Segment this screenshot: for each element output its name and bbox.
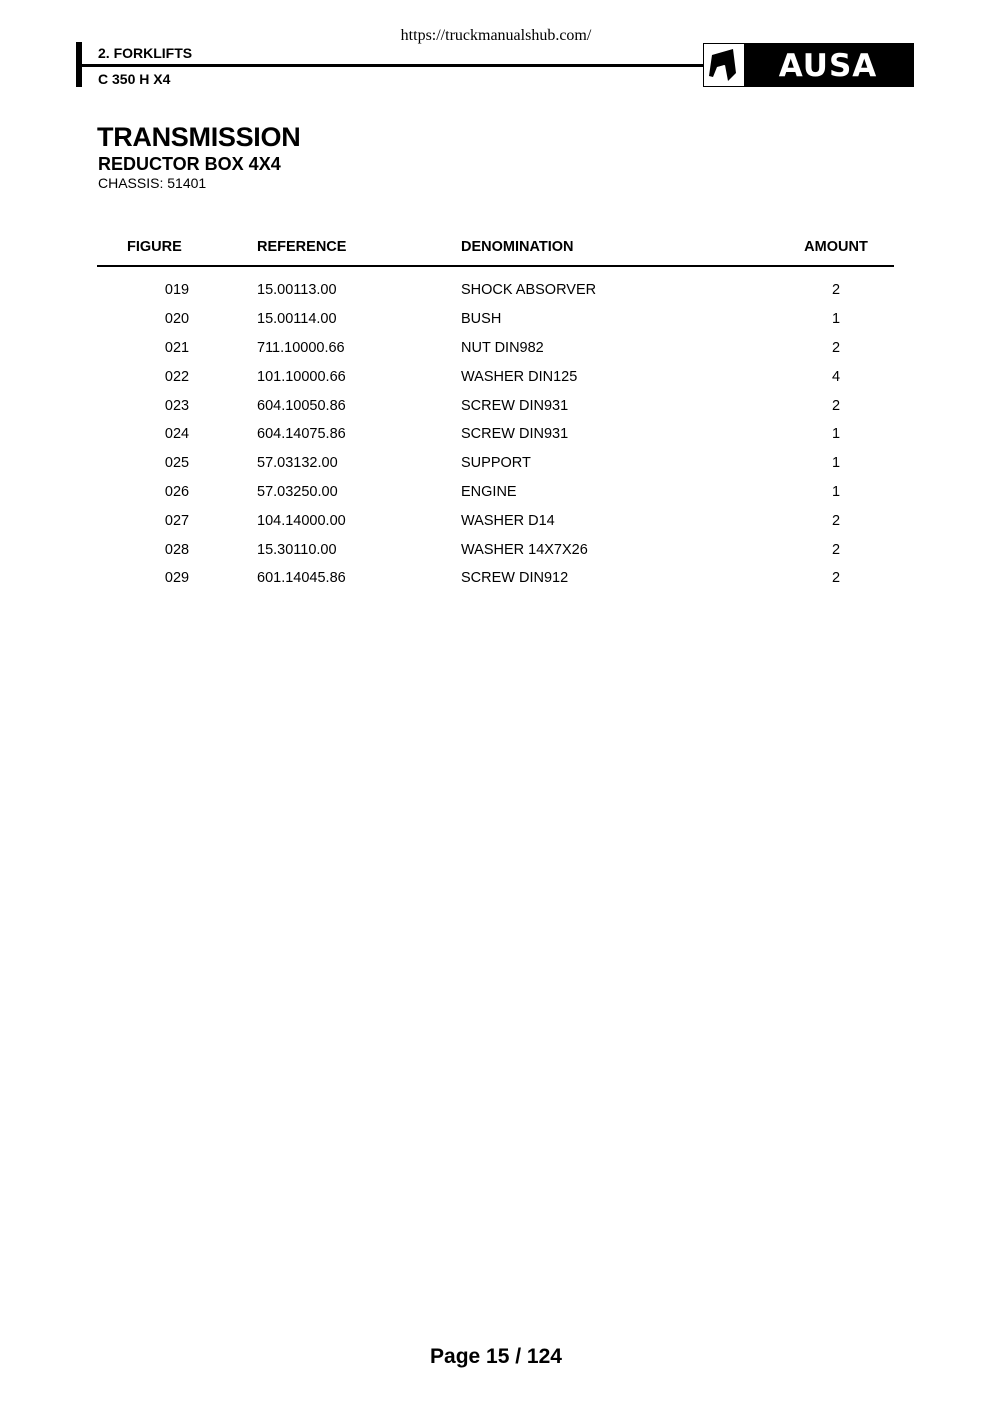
document-subtitle: REDUCTOR BOX 4X4	[98, 154, 281, 174]
cell-figure: 028	[164, 541, 190, 558]
ausa-logo-text: AUSA	[778, 48, 878, 84]
table-row	[97, 564, 894, 593]
cell-denomination: WASHER 14X7X26	[461, 541, 588, 558]
cell-reference: 601.14045.86	[257, 570, 346, 587]
cell-denomination: BUSH	[461, 311, 502, 328]
cell-denomination: SHOCK ABSORVER	[461, 282, 597, 299]
table-header-row	[97, 228, 894, 266]
cell-amount: 2	[831, 512, 841, 529]
cell-amount: 2	[831, 397, 841, 414]
header-divider	[82, 64, 704, 67]
cell-reference: 604.10050.86	[257, 397, 346, 414]
cell-amount: 1	[831, 483, 841, 500]
page-number: Page 15 / 124	[430, 1345, 562, 1368]
ausa-logo	[703, 43, 914, 87]
table-row	[97, 506, 894, 535]
cell-reference: 15.00113.00	[257, 282, 337, 299]
cell-denomination: SCREW DIN931	[461, 426, 569, 443]
table-row	[97, 478, 894, 507]
cell-amount: 4	[831, 368, 841, 385]
cell-figure: 025	[164, 455, 190, 472]
cell-figure: 023	[164, 397, 190, 414]
cell-reference: 101.10000.66	[257, 368, 346, 385]
cell-figure: 024	[164, 426, 190, 443]
table-row	[97, 449, 894, 478]
cell-amount: 1	[831, 455, 841, 472]
table-row	[97, 391, 894, 420]
cell-figure: 027	[164, 512, 190, 529]
cell-figure: 021	[164, 339, 190, 356]
cell-reference: 711.10000.66	[257, 339, 345, 356]
cell-denomination: ENGINE	[461, 483, 517, 500]
cell-figure: 022	[164, 368, 190, 385]
parts-table	[97, 228, 894, 593]
column-header-figure: FIGURE	[97, 228, 257, 266]
cell-amount: 2	[831, 541, 841, 558]
cell-figure: 029	[164, 570, 190, 587]
cell-denomination: WASHER D14	[461, 512, 555, 529]
column-header-reference: REFERENCE	[257, 228, 461, 266]
cell-figure: 019	[164, 282, 190, 299]
cell-reference: 15.00114.00	[257, 311, 337, 328]
cell-denomination: WASHER DIN125	[461, 368, 578, 385]
cell-denomination: SUPPORT	[461, 455, 531, 472]
parts-table-body	[97, 266, 894, 593]
column-header-amount: AMOUNT	[778, 228, 894, 266]
cell-reference: 57.03250.00	[257, 483, 338, 500]
chassis-number: CHASSIS: 51401	[98, 175, 207, 191]
cell-reference: 57.03132.00	[257, 455, 338, 472]
cell-reference: 15.30110.00	[257, 541, 337, 558]
table-row	[97, 266, 894, 305]
cell-reference: 104.14000.00	[257, 512, 346, 529]
source-url[interactable]: https://truckmanualshub.com/	[400, 27, 592, 44]
column-header-denomination: DENOMINATION	[461, 228, 778, 266]
table-row	[97, 420, 894, 449]
cell-figure: 020	[164, 311, 190, 328]
model-label: C 350 H X4	[98, 71, 171, 87]
table-row	[97, 305, 894, 334]
cell-amount: 1	[831, 426, 841, 443]
table-row	[97, 535, 894, 564]
cell-figure: 026	[164, 483, 190, 500]
cell-amount: 2	[831, 339, 841, 356]
cell-amount: 1	[831, 311, 841, 328]
cell-denomination: SCREW DIN912	[461, 570, 569, 587]
cell-amount: 2	[831, 570, 841, 587]
cell-denomination: NUT DIN982	[461, 339, 544, 356]
table-row	[97, 362, 894, 391]
cell-amount: 2	[831, 282, 841, 299]
cell-reference: 604.14075.86	[257, 426, 346, 443]
section-label: 2. FORKLIFTS	[98, 45, 193, 61]
document-title: TRANSMISSION	[97, 122, 301, 152]
table-row	[97, 334, 894, 363]
cell-denomination: SCREW DIN931	[461, 397, 569, 414]
